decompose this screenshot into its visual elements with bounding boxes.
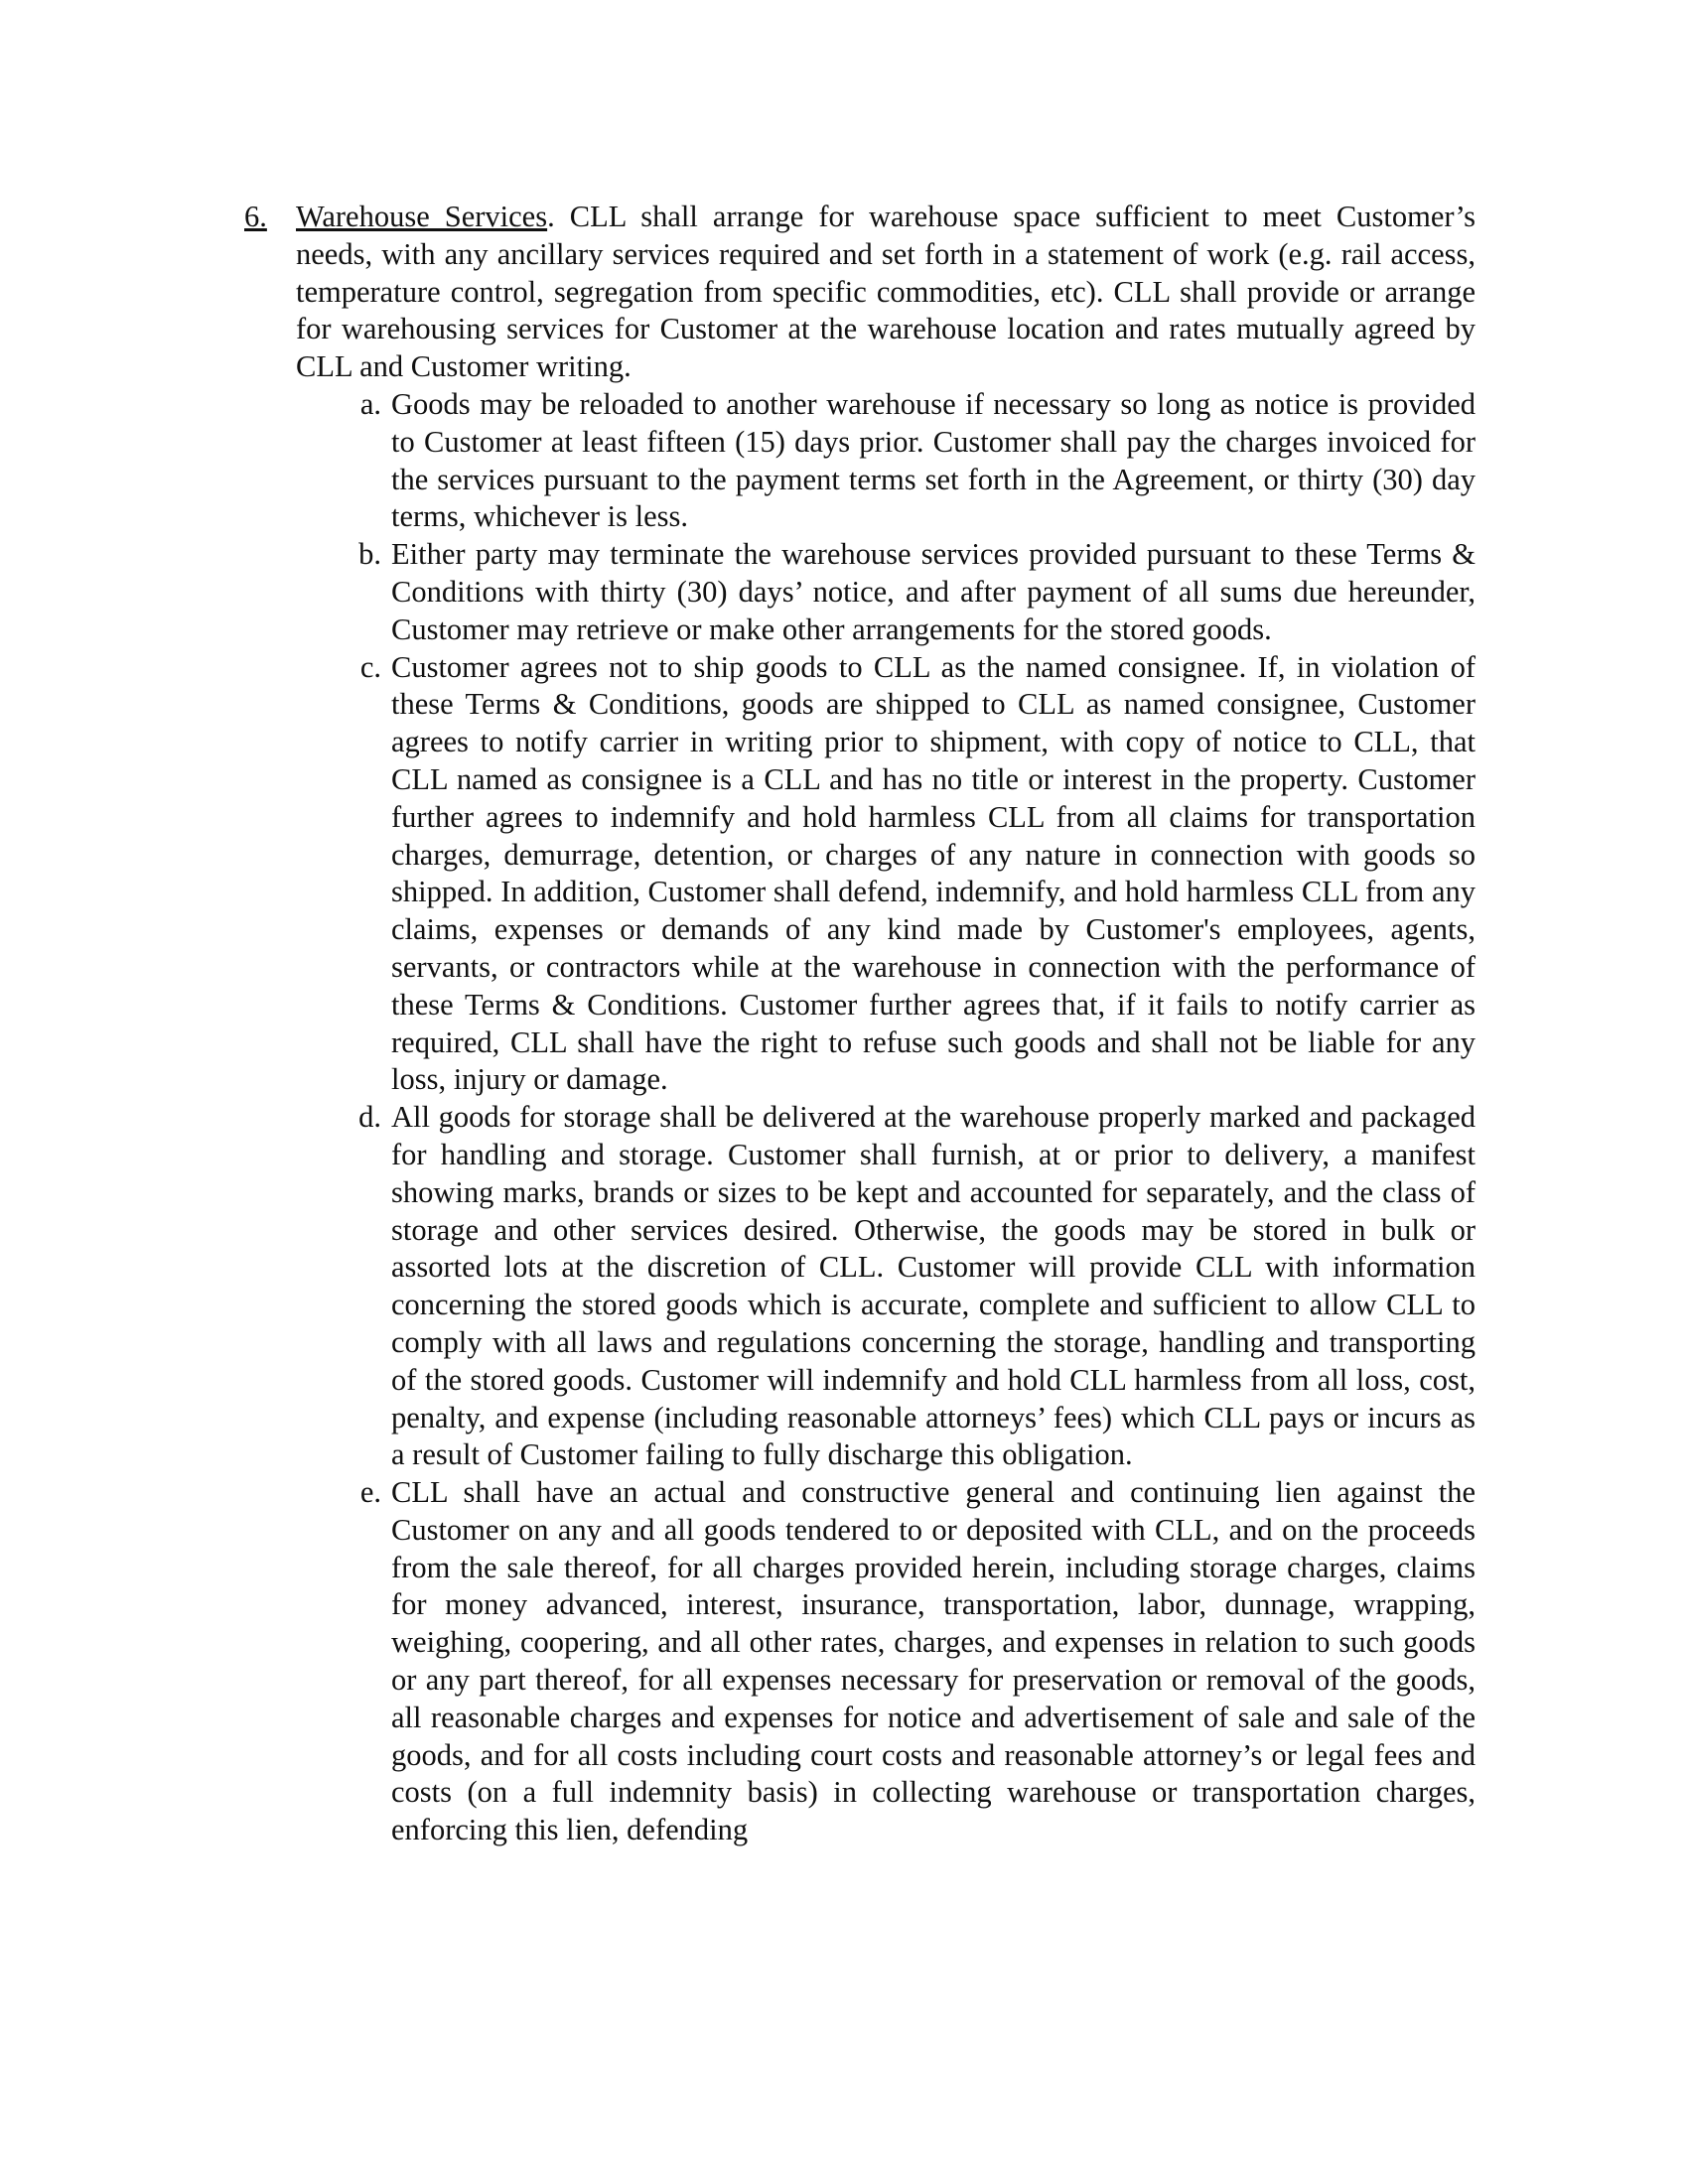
subsection-label: e. [359, 1475, 381, 1510]
subsection-text: CLL shall have an actual and constructive general and continuing lien against the Customer on any and all goods tendered to or deposited with CLL, and on the proceeds from the sale thereof, for all charges provided herein, including storage charges, claims for money advanced, interest, insurance, transportation, labor, dunnage, wrapping, weighing, coopering, and all other rates, charges, and expenses in relation to such goods or any part thereof, for all expenses necessary for preservation or removal of the goods, all reasonable charges and expenses for notice and advertisement of sale and sale of the goods, and for all costs including court costs and reasonable attorney’s or legal fees and costs (on a full indemnity basis) in collecting warehouse or transportation charges, enforcing this lien, defending [391, 1475, 1476, 1847]
section-intro-text: . CLL shall arrange for warehouse space sufficient to meet Customer’s needs, with any ancillary services required and set forth in a statement of work (e.g. rail access, temperature control, segregation from specific commodities, etc). CLL shall provide or arrange for warehousing services for Customer at the warehouse location and rates mutually agreed by CLL and Customer writing. [296, 200, 1476, 384]
subsection-item-d [358, 1099, 1476, 1474]
subsection-text: All goods for storage shall be delivered at the warehouse properly marked and packaged for handling and storage. Customer shall furnish, at or prior to delivery, a manifest showing marks, brands or sizes to be kept and accounted for separately, and the class of storage and other services desired. Otherwise, the goods may be stored in bulk or assorted lots at the discretion of CLL. Customer will provide CLL with information concerning the stored goods which is accurate, complete and sufficient to allow CLL to comply with all laws and regulations concerning the storage, handling and transporting of the stored goods. Customer will indemnify and hold CLL harmless from all loss, cost, penalty, and expense (including reasonable attorneys’ fees) which CLL pays or incurs as a result of Customer failing to fully discharge this obligation. [391, 1100, 1476, 1472]
subsection-item-c [359, 649, 1476, 1100]
section-number: 6. [244, 200, 267, 233]
subsection-text: Either party may terminate the warehouse services provided pursuant to these Terms & Conditions with thirty (30) days’ notice, and after payment of all sums due hereunder, Customer may retrieve or make other arrangements for the stored goods. [391, 537, 1476, 646]
subsection-item-b [358, 536, 1476, 648]
section-heading-paragraph [244, 199, 1476, 386]
subsection-text: Goods may be reloaded to another warehouse if necessary so long as notice is provided to Customer at least fifteen (15) days prior. Customer shall pay the charges invoiced for the services pursuant to the payment terms set forth in the Agreement, or thirty (30) day terms, whichever is less. [391, 386, 1476, 534]
subsection-item-e [359, 1474, 1476, 1849]
subsection-item-a [359, 386, 1476, 536]
section-title: Warehouse Services [296, 200, 548, 233]
subsection-text: Customer agrees not to ship goods to CLL as the named consignee. If, in violation of these Terms & Conditions, goods are shipped to CLL as named consignee, Customer agrees to notify carrier in writing prior to shipment, with copy of notice to CLL, that CLL named as consignee is a CLL and has no title or interest in the property. Customer further agrees to indemnify and hold harmless CLL from all claims for transportation charges, demurrage, detention, or charges of any nature in connection with goods so shipped. In addition, Customer shall defend, indemnify, and hold harmless CLL from any claims, expenses or demands of any kind made by Customer's employees, agents, servants, or contractors while at the warehouse in connection with the performance of these Terms & Conditions. Customer further agrees that, if it fails to notify carrier as required, CLL shall have the right to refuse such goods and shall not be liable for any loss, injury or damage. [391, 649, 1476, 1097]
subsection-label: b. [358, 537, 381, 572]
section-warehouse-services [244, 199, 1476, 1849]
subsection-list [358, 386, 1476, 1849]
subsection-label: c. [359, 649, 381, 684]
subsection-label: a. [359, 386, 381, 421]
subsection-label: d. [358, 1100, 381, 1135]
